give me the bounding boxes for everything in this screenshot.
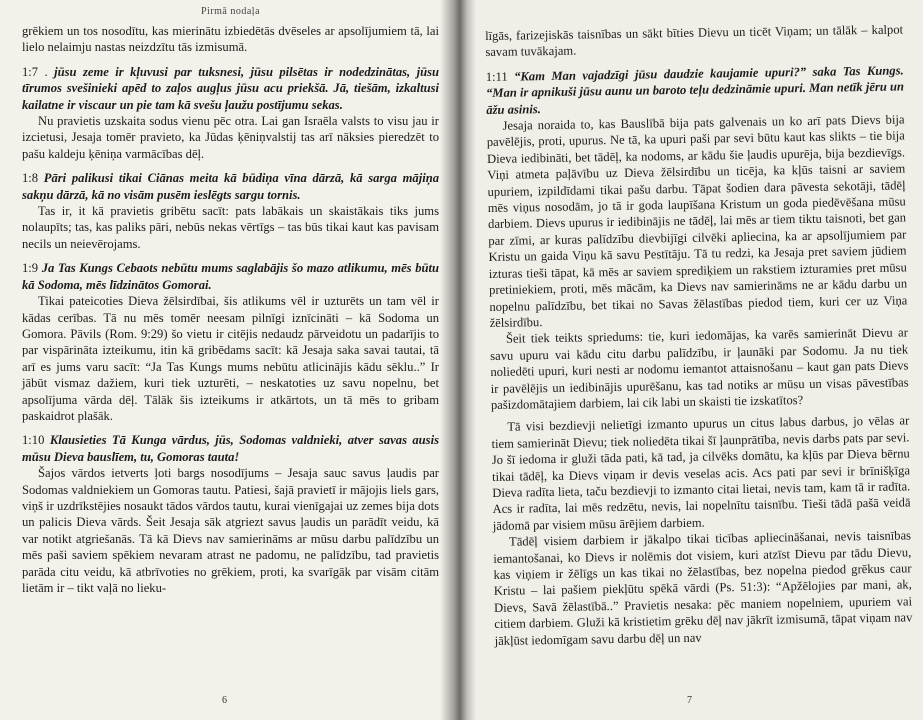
right-page (455, 0, 923, 720)
verse-ref: 1:9 (22, 261, 39, 276)
paragraph: Šeit tiek teikts spriedums: tie, kuri iedomājas, ka varēs samierināt Dievu ar savu upuru vai kādu citu darbu palīdzību, ir ļaunāki par Sodomu. Ja nu tiek noliedēti upuri, kuri nesti ar nodomu iemantot attaisnošanu – kaut gan pats Dievs ir pavēlējis un iedibinājis upurēšanu, kas tad notiks ar mūsu un visas pāvestības pašizdomātajiem darbiem, lai cik labi un skaisti tie izskatītos? (490, 325, 909, 412)
verse-ref: 1:10 (22, 433, 45, 448)
paragraph: Jesaja noraida to, kas Bauslībā bija pats galvenais un ko arī pats Dievs bija pavēlējis, proti, upurus. Ne tā, ka upuri paši par sevi būtu kaut kas slikts – tie bija Dieva iedibināti, bet tādēļ, ka nodoms, ar kādu šie ļaudis upurēja, bija bezdievīgs. Viņi atmeta paļāvību uz Dieva žēlsirdību un ticēja, ka kļūs taisni ar saviem upuriem, izpildīdami tikai pašu darbu. Tāpat šodien dara pāvesta sekotāji, tādēļ mēs viņus nosodām, jo tā ir goda laupīšana Kristum un goda piedēvēšana mūsu darbiem. Dievs upurus ir iedibinājis ne tādēļ, lai mēs ar tiem tiktu taisnoti, bet gan par zīmi, ar kuras palīdzību dievbijīgi cilvēki apliecina, ka ar apsolījumiem par Kristu un gaida Viņu kā savu Pestītāju. Tā tu redzi, ka Jesaja pret saviem jūdiem izturas tieši tāpat, kā mēs ar saviem sprediķiem un rakstiem izturamies pret mūsu pretiniekiem, proti, mēs mācām, ka Dievs nav samierināms ne ar kādu darbu un nopelnu palīdzību, bet tikai no Savas žēlastības piedod tiem, kuri cer uz Viņa žēlsirdību. (486, 112, 908, 330)
running-head: Pirmā nodaļa (200, 6, 261, 17)
verse-text: Pāri palikusi tikai Ciānas meita kā būdiņa vīna dārzā, kā sarga mājiņa sakņu dārzā, kā no visām pusēm ieslēgts sargu tornis. (22, 171, 439, 202)
paragraph: Tā visi bezdievji nelietīgi izmanto upurus un citus labus darbus, jo vēlas ar tiem samierināt Dievu; tiek noliedēta tikai šī ļaunprātība, nevis darbs pats par sevi. Jo šī iedoma ir gluži tāda pati, kā tad, ja cilvēks domātu, ka kļūs par Dieva bērnu tikai tādēļ, ka Dievs viņam ir devis veselas acis. Acs pati par sevi ir brīnišķīga Dieva radīta lieta, taču bezdievji to izmanto citai lietai, nevis tam, kam tā ir radīta. Acs ir radīta, lai mēs redzētu, nevis, lai nopelnītu taisnību. Tieši tādā pašā veidā jādomā par visiem mūsu ārējiem darbiem. (491, 413, 911, 533)
verse-quote (486, 62, 905, 118)
paragraph: Nu pravietis uzskaita sodus vienu pēc otra. Lai gan Israēla valsts to visu jau ir izcietusi, Jesaja tomēr pravieto, ka Jūdas ķēniņvalstij tas arī nāksies pieredzēt to pašu kaldeju ķēniņa varmācības dēļ. (22, 114, 439, 161)
right-page-text (485, 21, 913, 649)
verse-text: Klausieties Tā Kunga vārdus, jūs, Sodomas valdnieki, atver savas ausis mūsu Dieva bauslīem, tu, Gomoras tauta! (22, 433, 439, 464)
verse-text: Ja Tas Kungs Cebaots nebūtu mums saglabājis šo mazo atlikumu, mēs būtu kā Sodoma, mēs līdzinātos Gomorai. (22, 261, 439, 292)
verse-quote (22, 170, 439, 203)
verse-ref: 1:11 (485, 69, 508, 84)
paragraph: Šajos vārdos ietverts ļoti bargs nosodījums – Jesaja sauc savus ļaudis par Sodomas valdniekiem un Gomoras tautu. Patiesi, šajā pravietī ir mājojis liels gars, viņš ir uzdrīkstējies nosaukt tādos vārdos tautu, kurai vienīgajai uz zemes bija dots un palicis Dieva vārds. Šeit Jesaja sāk atgriezt savus ļaudis un parādīt veidu, kā var notikt atgriešanās. Tā kā Dievs nav samierināms ar mūsu darbu palīdzību un mēs paši saviem spēkiem nevaram atrast ne padomu, ne palīdzību, tad pravietis parāda citu veidu, kā atbrīvoties no grēkiem, proti, ka svarīgāk par visām citām lietām ir – tikt vaļā no lieku- (22, 466, 439, 595)
paragraph: Tādēļ visiem darbiem ir jākalpo tikai ticības apliecināšanai, nevis taisnības iemantošanai, ko Dievs ir nolēmis dot visiem, kuri atzīst Dievu par tādu Dievu, kas viņiem ir žēlīgs un kas tikai no žēlastības, bez nopelna piedod grēkus caur Kristu – lai pašiem piekļūtu spēkā vārdi (Ps. 51:3): “Apžēlojies par mani, ak, Dievs, Savā žēlastībā..” Pravietis nesaka: pēc maniem nopelniem, upuriem vai citiem darbiem. Gluži kā kristietim grēku dēļ nav jākrīt izmisumā, tāpat viņam nav jākļūst iedomīgam savu darbu dēļ un nav (493, 528, 913, 648)
verse-text: jūsu zeme ir kļuvusi par tuksnesi, jūsu pilsētas ir nodedzinātas, jūsu tīrumos svešinieki apēd to zaļos augļus jūsu acu priekšā. Jā, tiešām, izkaltusi kailatne ir viscaur un pie tam kā svešu ļaužu postījumu sekas. (22, 64, 440, 112)
left-page-text (22, 23, 439, 596)
verse-ref: 1:7 . (22, 64, 48, 79)
verse-quote (22, 64, 439, 113)
paragraph: grēkiem un tos nosodītu, kas mierinātu izbiedētās dvēseles ar apsolījumiem tā, lai lielo nelaimju nastas neizdzītu tās izmisumā. (22, 24, 439, 55)
paragraph: Tikai pateicoties Dieva žēlsirdībai, šis atlikums vēl ir uzturēts un tam vēl ir kādas cerības. Tā nu mēs tomēr neesam pilnīgi iznīcināti – kā Sodoma un Gomora. Pāvils (Rom. 9:29) šo vietu ir citējis nedaudz pārveidotu un padarījis to par vispārināta izteikumu, itin kā gribēdams sacīt: kā Jesaja saka savai tautai, tā arī es jums varu sacīt: “Ja Tas Kungs mums nebūtu atlicinājis kādu sēklu..” Ir jābūt vismaz dažiem, kuri tiek uzturēti, – neskatoties uz savu nopelnu, bet apsolījuma vārda dēļ. Tālāk šis izteikums ir atkārtots, un tā mēs to gribam paskaidrot plašāk. (22, 294, 439, 423)
paragraph: Tas ir, it kā pravietis gribētu sacīt: pats labākais un skaistākais tiks jums nolaupīts; tas, kas paliks pāri, nebūs nekas vērtīgs – tas būs tikai kaut kas pavisam necils un neievērojams. (22, 204, 439, 251)
verse-ref: 1:8 (22, 171, 39, 186)
verse-text: “Kam Man vajadzīgi jūsu daudzie kaujamie upuri?” saka Tas Kungs. “Man ir apnikuši jūsu aunu un baroto teļu dedzināmie upuri. Man netīk jēru un āžu asinis. (485, 63, 905, 117)
left-page (0, 0, 455, 720)
page-number: 6 (222, 695, 227, 706)
paragraph: līgās, farizejiskās taisnības un sākt bīties Dievu un ticēt Viņam; un tālāk – kalpot savam tuvākajam. (485, 22, 904, 60)
verse-quote (22, 432, 439, 465)
verse-quote (22, 260, 439, 293)
page-number: 7 (687, 695, 692, 706)
